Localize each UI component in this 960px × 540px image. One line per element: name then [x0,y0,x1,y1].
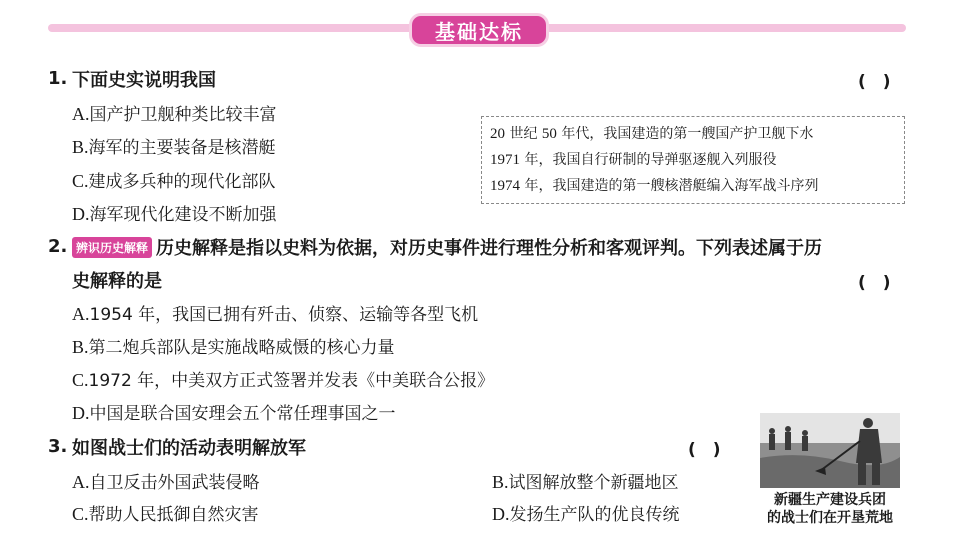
q1-fact-line: 20 世纪 50 年代，我国建造的第一艘国产护卫舰下水 [490,126,814,142]
q2-option-a[interactable]: A.1954 年，我国已拥有歼击、侦察、运输等各型飞机 [72,304,479,325]
q2-stem-line1: 辨识历史解释 历史解释是指以史料为依据，对历史事件进行理性分析和客观评判。下列表述属于历 [72,234,822,260]
photo-caption-line2: 的战士们在开垦荒地 [767,510,893,526]
q3-answer-blank[interactable]: ( ) [688,440,721,460]
q1-stem: 下面史实说明我国 [72,70,216,91]
q1-option-c[interactable]: C.建成多兵种的现代化部队 [72,171,276,192]
soldiers-reclaiming-land-photo [760,413,900,488]
q3-number: 3. [48,436,68,457]
q1-option-b[interactable]: B.海军的主要装备是核潜艇 [72,137,276,158]
q2-tag: 辨识历史解释 [72,237,152,258]
q2-option-b[interactable]: B.第二炮兵部队是实施战略威慑的核心力量 [72,337,395,358]
q1-option-d[interactable]: D.海军现代化建设不断加强 [72,204,277,225]
photo-caption-line1: 新疆生产建设兵团 [774,492,886,508]
photo-illustration [760,413,900,488]
q1-fact-line: 1974 年，我国建造的第一艘核潜艇编入海军战斗序列 [490,178,819,194]
q2-number: 2. [48,236,68,257]
q1-fact-line: 1971 年，我国自行研制的导弹驱逐舰入列服役 [490,152,777,168]
q3-option-b[interactable]: B.试图解放整个新疆地区 [492,472,679,493]
q3-stem: 如图战士们的活动表明解放军 [72,438,306,459]
q2-answer-blank[interactable]: ( ) [858,273,891,293]
q2-option-c[interactable]: C.1972 年，中美双方正式签署并发表《中美联合公报》 [72,370,495,391]
q1-number: 1. [48,68,68,89]
q1-option-a[interactable]: A.国产护卫舰种类比较丰富 [72,104,277,125]
q2-option-d[interactable]: D.中国是联合国安理会五个常任理事国之一 [72,403,396,424]
q1-answer-blank[interactable]: ( ) [858,72,891,92]
q2-stem-line2: 史解释的是 [72,271,162,292]
q3-option-a[interactable]: A.自卫反击外国武装侵略 [72,472,260,493]
q3-option-d[interactable]: D.发扬生产队的优良传统 [492,504,680,525]
q3-option-c[interactable]: C.帮助人民抵御自然灾害 [72,504,259,525]
q1-facts-box [481,116,905,204]
section-title: 基础达标 [409,13,549,47]
